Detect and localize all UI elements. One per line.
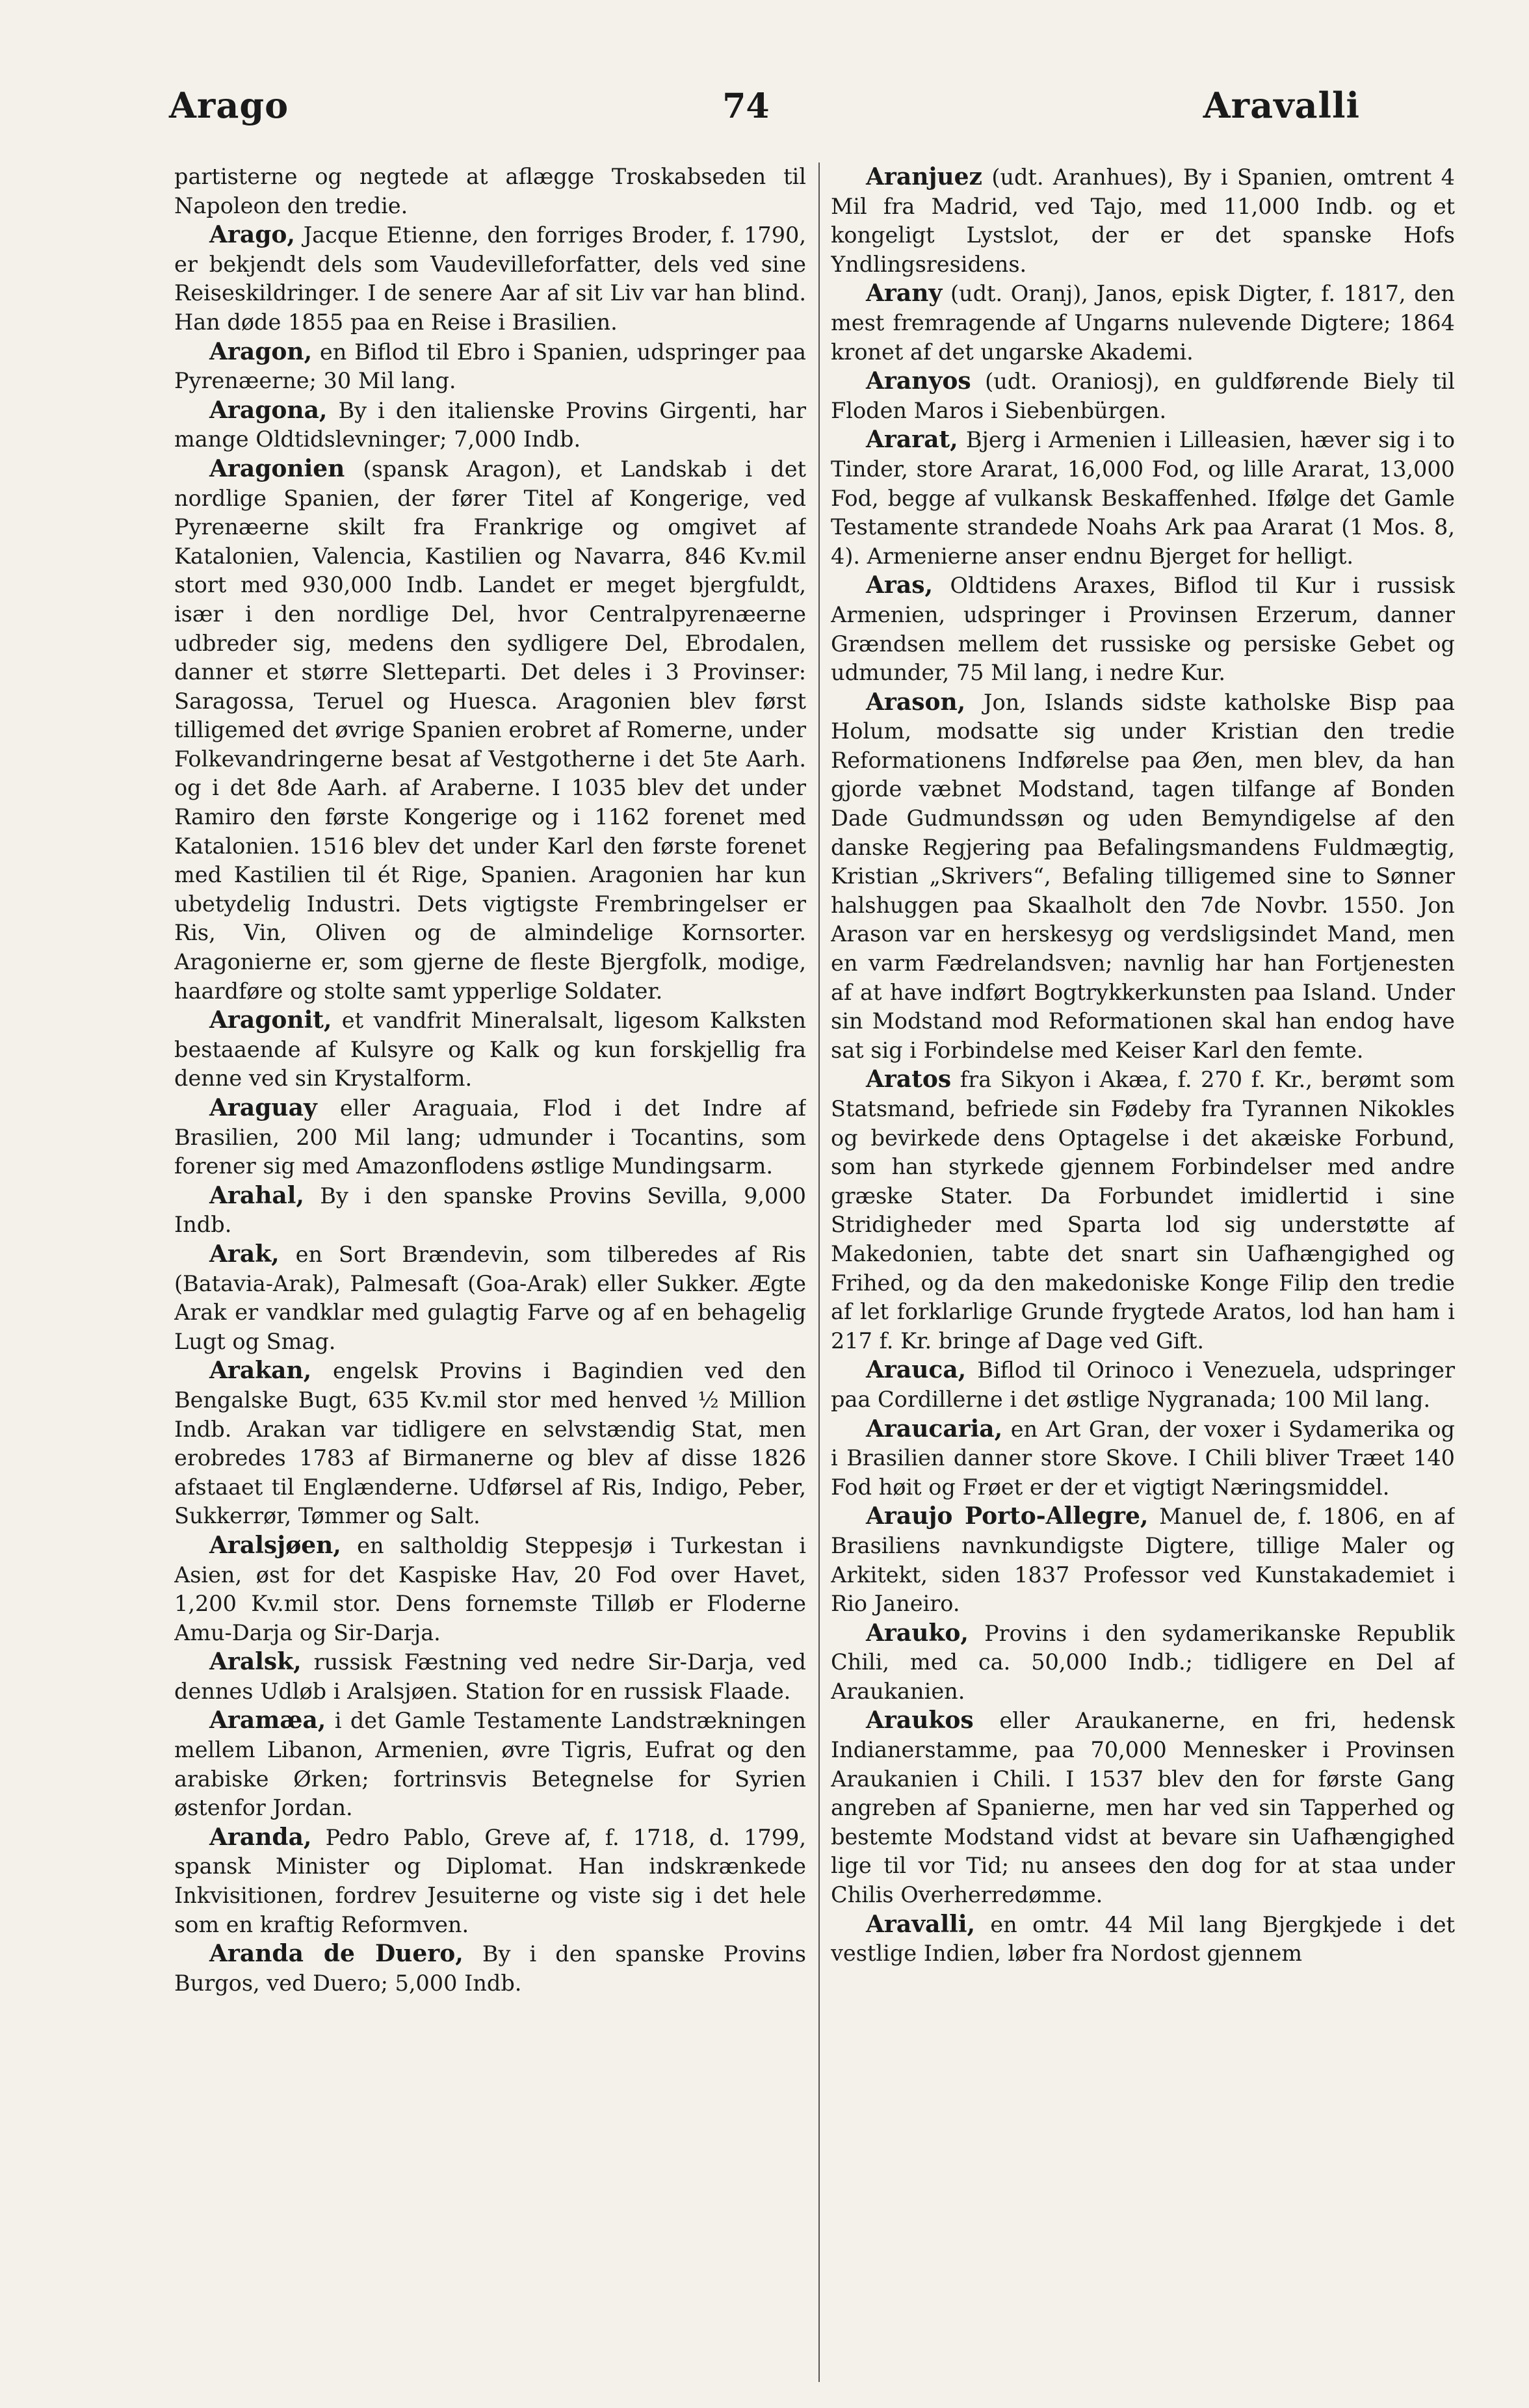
dictionary-entry xyxy=(174,1939,806,1998)
left-entries xyxy=(174,220,806,1998)
page-number: 74 xyxy=(722,86,770,126)
entry-text: Manuel de, f. 1806, en af Brasiliens navnkundigste Digtere, tillige Maler og Arkitekt, siden 1837 Professor ved Kunstakademiet i Rio Janeiro. xyxy=(831,1504,1455,1617)
entry-text: en Art Gran, der voxer i Sydamerika og i Brasilien danner store Skove. I Chili bliver Træet 140 Fod høit og Frøet er der et vigtigt Næringsmiddel. xyxy=(831,1416,1455,1500)
entry-headword: Arago, xyxy=(209,221,295,249)
entry-text: By i den spanske Provins Sevilla, 9,000 Indb. xyxy=(174,1183,806,1238)
entry-text: en saltholdig Steppesjø i Turkestan i Asien, øst for det Kaspiske Hav, 20 Fod over Havet, 1,200 Kv.mil stor. Dens fornemste Tilløb er Floderne Amu-Darja og Sir-Darja. xyxy=(174,1532,806,1645)
dictionary-entry xyxy=(174,1356,806,1531)
dictionary-entry xyxy=(831,425,1455,571)
entry-headword: Aragonit, xyxy=(209,1006,332,1034)
dictionary-entry xyxy=(174,1006,806,1093)
dictionary-entry xyxy=(174,1531,806,1647)
entry-text: (spansk Aragon), et Landskab i det nordlige Spanien, der fører Titel af Kongerige, ved Pyrenæerne skilt fra Frankrige og omgivet af Katalonien, Valencia, Kastilien og Navarra, 846 Kv.mil stort med 930,000 Indb. Landet er meget bjergfuldt, især i den nordlige Del, hvor Centralpyrenæerne udbreder sig, medens den sydligere Del, Ebrodalen, danner et større Sletteparti. Det deles i 3 Provinser: Saragossa, Teruel og Huesca. Aragonien blev først tilligemed det øvrige Spanien erobret af Romerne, under Folkevandringerne besat af Vestgotherne i det 5te Aarh. og i det 8de Aarh. af Araberne. I 1035 blev det under Ramiro den første Kongerige og i 1162 forenet med Katalonien. 1516 blev det under Karl den første forenet med Kastilien til ét Rige, Spanien. Aragonien har kun ubetydelig Industri. Dets vigtigste Frembringelser er Ris, Vin, Oliven og de almindelige Kornsorter. Aragonierne er, som gjerne de fleste Bjergfolk, modige, haardføre og stolte samt ypperlige Soldater. xyxy=(174,456,806,1004)
entry-headword: Araujo Porto-Allegre, xyxy=(866,1502,1149,1530)
entry-text: et vandfrit Mineralsalt, ligesom Kalksten bestaaende af Kulsyre og Kalk og kun forskjellig fra denne ved sin Krystalform. xyxy=(174,1008,806,1092)
entry-headword: Aranyos xyxy=(866,367,971,395)
entry-text: en omtr. 44 Mil lang Bjergkjede i det vestlige Indien, løber fra Nordost gjennem xyxy=(831,1911,1455,1967)
running-header xyxy=(169,85,1360,143)
entry-headword: Aragon, xyxy=(209,337,313,365)
entry-text: en Sort Brændevin, som tilberedes af Ris (Batavia-Arak), Palmesaft (Goa-Arak) eller Sukker. Ægte Arak er vandklar med gulagtig Farve og af en behagelig Lugt og Smag. xyxy=(174,1241,806,1354)
right-entries xyxy=(831,163,1455,1969)
dictionary-entry xyxy=(831,367,1455,425)
continuation-text: partisterne og negtede at aflægge Troskabseden til Napoleon den tredie. xyxy=(174,164,806,218)
dictionary-entry xyxy=(174,337,806,396)
entry-headword: Aras, xyxy=(866,571,934,599)
left-column xyxy=(174,163,806,2382)
entry-text: Jacque Etienne, den forriges Broder, f. 1790, er bekjendt dels som Vaudevilleforfatter, dels ved sine Reiseskildringer. I de senere Aar af sit Liv var han blind. Han døde 1855 paa en Reise i Brasilien. xyxy=(174,222,806,335)
entry-text: By i den spanske Provins Burgos, ved Duero; 5,000 Indb. xyxy=(174,1941,806,1996)
entry-text: Jon, Islands sidste katholske Bisp paa Holum, modsatte sig under Kristian den tredie Reformationens Indførelse paa Øen, men blev, da han gjorde væbnet Modstand, tagen tilfange af Bonden Dade Gudmundssøn og uden Bemyndigelse af den danske Regjering paa Befalingsmandens Fuldmægtig, Kristian „Skrivers“, Befaling tilligemed sine to Sønner halshuggen paa Skaalholt den 7de Novbr. 1550. Jon Arason var en herskesyg og verdsligsindet Mand, men en varm Fædrelandsven; navnlig har han Fortjenesten af at have indført Bogtrykkerkunsten paa Island. Under sin Modstand mod Reformationen skal han endog have sat sig i Forbindelse med Keiser Karl den femte. xyxy=(831,689,1455,1063)
entry-headword: Aratos xyxy=(866,1066,952,1093)
dictionary-entry xyxy=(174,1647,806,1706)
dictionary-entry xyxy=(174,454,806,1006)
dictionary-entry xyxy=(831,1502,1455,1618)
column-divider xyxy=(818,163,820,2382)
entry-headword: Aravalli, xyxy=(866,1910,976,1938)
entry-text: fra Sikyon i Akæa, f. 270 f. Kr., berømt som Statsmand, befriede sin Fødeby fra Tyrannen Nikokles og bevirkede dens Optagelse i det akæiske Forbund, som han styrkede gjennem Forbindelser med andre græske Stater. Da Forbundet imidlertid i sine Stridigheder med Sparta lod sig understøtte af Makedonien, tabte det snart sin Uafhængighed og Frihed, og da den makedoniske Konge Filip den tredie af let forklarlige Grunde frygtede Aratos, lod han ham i 217 f. Kr. bringe af Dage ved Gift. xyxy=(831,1067,1455,1354)
dictionary-entry xyxy=(174,1240,806,1356)
dictionary-entry xyxy=(174,1181,806,1240)
left-guide-word: Arago xyxy=(169,85,289,126)
entry-text: russisk Fæstning ved nedre Sir-Darja, ved dennes Udløb i Aralsjøen. Station for en russisk Flaade. xyxy=(174,1649,806,1704)
entry-text: (udt. Oraniosj), en guldførende Biely til Floden Maros i Siebenbürgen. xyxy=(831,369,1455,423)
entry-headword: Aragona, xyxy=(209,396,328,424)
entry-text: i det Gamle Testamente Landstrækningen mellem Libanon, Armenien, øvre Tigris, Eufrat og den arabiske Ørken; fortrinsvis Betegnelse for Syrien østenfor Jordan. xyxy=(174,1708,806,1821)
entry-text: eller Araguaia, Flod i det Indre af Brasilien, 200 Mil lang; udmunder i Tocantins, som forener sig med Amazonflodens østlige Mundingsarm. xyxy=(174,1095,806,1179)
entry-headword: Arahal, xyxy=(209,1181,304,1209)
entry-text: (udt. Aranhues), By i Spanien, omtrent 4 Mil fra Madrid, ved Tajo, med 11,000 Indb. og et kongeligt Lystslot, der er det spanske Hofs Yndlingsresidens. xyxy=(831,164,1455,277)
dictionary-entry xyxy=(831,279,1455,367)
entry-headword: Aranda de Duero, xyxy=(209,1940,464,1968)
dictionary-entry xyxy=(831,1355,1455,1414)
entry-headword: Arakan, xyxy=(209,1357,312,1385)
dictionary-entry xyxy=(174,1823,806,1939)
dictionary-entry xyxy=(831,688,1455,1066)
entry-text: Provins i den sydamerikanske Republik Chili, med ca. 50,000 Indb.; tidligere en Del af Araukanien. xyxy=(831,1620,1455,1704)
entry-headword: Arak, xyxy=(209,1240,280,1268)
entry-text: en Biflod til Ebro i Spanien, udspringer paa Pyrenæerne; 30 Mil lang. xyxy=(174,339,806,394)
dictionary-entry xyxy=(174,1093,806,1181)
entry-headword: Arauca, xyxy=(866,1356,967,1384)
entry-text: Bjerg i Armenien i Lilleasien, hæver sig i to Tinder, store Ararat, 16,000 Fod, og lille Ararat, 13,000 Fod, begge af vulkansk Beskaffenhed. Ifølge det Gamle Testamente strandede Noahs Ark paa Ararat (1 Mos. 8, 4). Armenierne anser endnu Bjerget for helligt. xyxy=(831,427,1455,569)
entry-headword: Araucaria, xyxy=(866,1415,1003,1443)
entry-headword: Arauko, xyxy=(866,1619,969,1647)
dictionary-entry xyxy=(174,1706,806,1822)
entry-headword: Aranjuez xyxy=(866,163,982,190)
dictionary-entry xyxy=(831,1706,1455,1909)
entry-text: eller Araukanerne, en fri, hedensk Indianerstamme, paa 70,000 Mennesker i Provinsen Araukanien i Chili. I 1537 blev den for første Gang angreben af Spanierne, men har ved sin Tapperhed og bestemte Modstand vidst at bevare sin Uafhængighed lige til vor Tid; nu ansees den dog for at staa under Chilis Overherredømme. xyxy=(831,1708,1455,1908)
entry-text: Oldtidens Araxes, Biflod til Kur i russisk Armenien, udspringer i Provinsen Erzerum, danner Grændsen mellem det russiske og persiske Gebet og udmunder, 75 Mil lang, i nedre Kur. xyxy=(831,573,1455,686)
entry-text: Biflod til Orinoco i Venezuela, udspringer paa Cordillerne i det østlige Nygranada; 100 Mil lang. xyxy=(831,1357,1455,1412)
entry-text: engelsk Provins i Bagindien ved den Bengalske Bugt, 635 Kv.mil stor med henved ½ Million Indb. Arakan var tidligere en selvstændig Stat, men erobredes 1783 af Birmanerne og blev af disse 1826 afstaaet til Englænderne. Udførsel af Ris, Indigo, Peber, Sukkerrør, Tømmer og Salt. xyxy=(174,1358,806,1529)
entry-headword: Aranda, xyxy=(209,1823,312,1851)
entry-headword: Arason, xyxy=(866,688,966,716)
dictionary-entry xyxy=(831,1065,1455,1355)
dictionary-entry xyxy=(831,1619,1455,1707)
right-column xyxy=(831,163,1455,2382)
entry-text: By i den italienske Provins Girgenti, har mange Oldtidslevninger; 7,000 Indb. xyxy=(174,397,806,452)
entry-headword: Arany xyxy=(866,280,943,308)
entry-headword: Aralsjøen, xyxy=(209,1531,341,1559)
dictionary-entry xyxy=(831,1910,1455,1969)
dictionary-entry xyxy=(831,163,1455,279)
dictionary-entry xyxy=(831,571,1455,687)
entry-text: (udt. Oranj), Janos, episk Digter, f. 1817, den mest fremragende af Ungarns nulevende Digtere; 1864 kronet af det ungarske Akademi. xyxy=(831,281,1455,365)
entry-text: Pedro Pablo, Greve af, f. 1718, d. 1799, spansk Minister og Diplomat. Han indskrænkede Inkvisitionen, fordrev Jesuiterne og viste sig i det hele som en kraftig Reformven. xyxy=(174,1824,806,1937)
entry-headword: Araguay xyxy=(209,1094,317,1121)
entry-headword: Aragonien xyxy=(209,454,345,482)
entry-headword: Ararat, xyxy=(866,426,958,454)
entry-headword: Araukos xyxy=(866,1707,974,1734)
entry-headword: Aralsk, xyxy=(209,1648,302,1676)
dictionary-entry xyxy=(831,1415,1455,1502)
entry-headword: Aramæa, xyxy=(209,1707,326,1734)
dictionary-entry xyxy=(174,396,806,454)
right-guide-word: Aravalli xyxy=(1203,85,1360,126)
dictionary-entry xyxy=(174,220,806,337)
